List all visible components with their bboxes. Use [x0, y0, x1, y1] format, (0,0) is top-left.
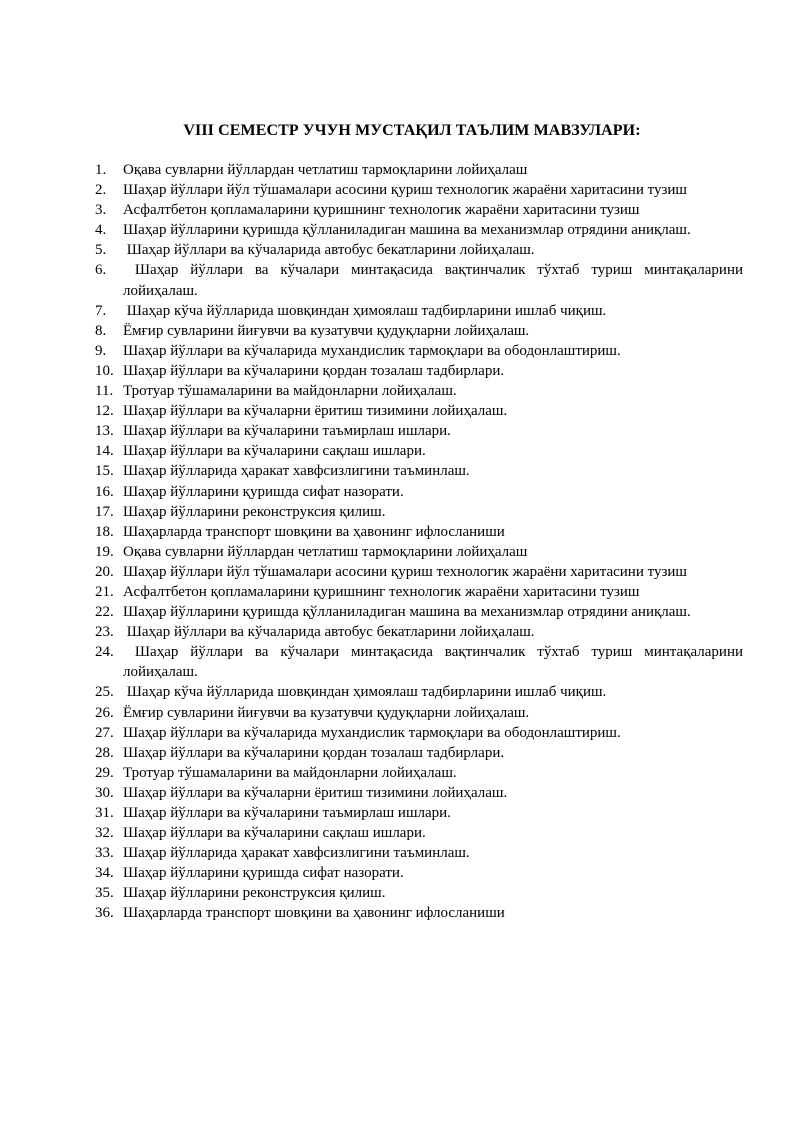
topic-item [95, 783, 743, 803]
topic-item [95, 441, 743, 461]
topic-item [95, 461, 743, 481]
topic-text: Ёмғир сувларини йиғувчи ва кузатувчи қудуқларни лойиҳалаш. [123, 704, 530, 721]
topic-item [95, 502, 743, 522]
topic-text: Шаҳар йўллари йўл тўшамалари асосини қуриш технологик жараёни харитасини тузиш [123, 563, 687, 580]
document-title: VIII СЕМЕСТР УЧУН МУСТАҚИЛ ТАЪЛИМ МАВЗУЛАРИ: [183, 122, 641, 139]
topic-item [95, 522, 743, 542]
topic-number: 15. [95, 463, 114, 480]
topic-text: Шаҳар йўлларини реконструксия қилиш. [123, 885, 386, 902]
topic-number: 23. [95, 624, 114, 641]
topic-text: Шаҳар йўллари ва кўчаларини сақлаш ишлари. [123, 825, 426, 842]
topic-number: 29. [95, 764, 114, 781]
topic-number: 9. [95, 342, 107, 359]
topic-number: 20. [95, 563, 114, 580]
topic-text: Шаҳар кўча йўлларида шовқиндан ҳимоялаш тадбирларини ишлаб чиқиш. [123, 684, 607, 701]
topic-number: 13. [95, 423, 114, 440]
topic-text: Оқава сувларни йўллардан четлатиш тармоқларини лойиҳалаш [123, 162, 528, 178]
topic-item [95, 160, 743, 180]
topic-text: Шаҳар йўлларида ҳаракат хавфсизлигини таъминлаш. [123, 463, 470, 480]
topic-text: Ёмғир сувларини йиғувчи ва кузатувчи қудуқларни лойиҳалаш. [123, 322, 530, 339]
topic-text: Шаҳар йўлларини қуришда сифат назорати. [123, 865, 404, 882]
topic-text: Шаҳар йўллари ва кўчаларни ёритиш тизимини лойиҳалаш. [123, 784, 508, 801]
topic-item [95, 482, 743, 502]
topic-item [95, 723, 743, 743]
topic-number: 24. [95, 644, 114, 661]
topic-text: Шаҳарларда транспорт шовқини ва ҳавонинг ифлосланиши [123, 905, 505, 922]
topic-number: 25. [95, 684, 114, 701]
topic-item [95, 622, 743, 642]
topic-item [95, 341, 743, 361]
topic-item [95, 220, 743, 240]
topic-text: Шаҳар йўлларини қуришда қўлланиладиган машина ва механизмлар отрядини аниқлаш. [123, 604, 691, 621]
topic-item [95, 863, 743, 883]
topic-text: Шаҳар йўлларини қуришда сифат назорати. [123, 483, 404, 500]
topic-text: Шаҳар йўллари ва кўчаларини таъмирлаш ишлари. [123, 805, 451, 821]
topic-text: Тротуар тўшамаларини ва майдонларни лойиҳалаш. [123, 764, 457, 781]
topic-text: Шаҳар йўллари ва кўчаларини қордан тозалаш тадбирлари. [123, 744, 505, 761]
topic-text: Шаҳар йўлларини реконструксия қилиш. [123, 503, 386, 520]
topic-item [95, 903, 743, 923]
topic-item [95, 703, 743, 723]
topic-number: 8. [95, 322, 107, 339]
topic-number: 31. [95, 805, 114, 821]
topic-item [95, 401, 743, 421]
topic-item [95, 361, 743, 381]
topic-item [95, 260, 747, 300]
topic-number: 7. [95, 302, 107, 319]
topic-text: Шаҳар йўллари ва кўчаларида мухандислик тармоқлари ва ободонлаштириш. [123, 342, 621, 359]
topic-text: Шаҳар йўллари ва кўчаларида мухандислик тармоқлари ва ободонлаштириш. [123, 724, 621, 741]
topic-item [95, 843, 743, 863]
topic-text: Шаҳар йўлларида ҳаракат хавфсизлигини таъминлаш. [123, 845, 470, 862]
topic-number: 14. [95, 443, 114, 460]
topic-number: 12. [95, 403, 114, 420]
topic-number: 32. [95, 825, 114, 842]
topic-item [95, 763, 743, 783]
topic-number: 2. [95, 182, 107, 199]
topic-number: 1. [95, 162, 107, 178]
topic-number: 10. [95, 362, 114, 379]
topic-item [95, 200, 743, 220]
topic-text: Шаҳар йўллари ва кўчаларини сақлаш ишлари. [123, 443, 426, 460]
topic-item [95, 421, 743, 441]
topic-item [95, 602, 743, 622]
topic-number: 28. [95, 744, 114, 761]
topic-number: 5. [95, 242, 107, 259]
topic-number: 19. [95, 543, 114, 560]
topic-item [95, 642, 747, 682]
topic-text: Шаҳар кўча йўлларида шовқиндан ҳимоялаш тадбирларини ишлаб чиқиш. [123, 302, 607, 319]
topic-number: 36. [95, 905, 114, 922]
topic-item [95, 542, 743, 562]
topic-item [95, 823, 743, 843]
topic-number: 6. [95, 262, 107, 279]
topic-number: 35. [95, 885, 114, 902]
topic-text: Шаҳар йўллари ва кўчаларини таъмирлаш ишлари. [123, 423, 451, 440]
topic-item [95, 381, 743, 401]
topic-number: 22. [95, 604, 114, 621]
topic-text: Тротуар тўшамаларини ва майдонларни лойиҳалаш. [123, 383, 457, 400]
topic-number: 17. [95, 503, 114, 520]
topic-number: 21. [95, 583, 114, 600]
topic-number: 26. [95, 704, 114, 721]
topic-number: 30. [95, 784, 114, 801]
topic-item [95, 803, 743, 823]
topic-item [95, 743, 743, 763]
topic-text: Асфалтбетон қопламаларини қуришнинг технологик жараёни харитасини тузиш [123, 202, 640, 219]
topic-item [95, 240, 743, 260]
topic-item [95, 562, 743, 582]
topic-list [95, 160, 747, 924]
topic-item [95, 682, 743, 702]
topic-text: Шаҳар йўллари ва кўчаларини қордан тозалаш тадбирлари. [123, 362, 505, 379]
topic-number: 16. [95, 483, 114, 500]
topic-number: 4. [95, 222, 107, 239]
topic-text: Шаҳар йўллари ва кўчалари минтақасида вақтинчалик тўхтаб туриш минтақаларини лойиҳалаш. [123, 262, 747, 299]
topic-item [95, 180, 743, 200]
topic-text: Шаҳар йўлларини қуришда қўлланиладиган машина ва механизмлар отрядини аниқлаш. [123, 222, 691, 239]
topic-text: Асфалтбетон қопламаларини қуришнинг технологик жараёни харитасини тузиш [123, 583, 640, 600]
topic-text: Шаҳар йўллари ва кўчаларида автобус бекатларини лойиҳалаш. [123, 624, 535, 641]
topic-number: 34. [95, 865, 114, 882]
topic-text: Шаҳар йўллари йўл тўшамалари асосини қуриш технологик жараёни харитасини тузиш [123, 182, 687, 199]
topic-number: 11. [95, 383, 114, 400]
topic-text: Шаҳар йўллари ва кўчалари минтақасида вақтинчалик тўхтаб туриш минтақаларини лойиҳалаш. [123, 644, 747, 681]
topic-number: 3. [95, 202, 107, 219]
topic-item [95, 321, 743, 341]
topic-item [95, 301, 743, 321]
topic-text: Шаҳарларда транспорт шовқини ва ҳавонинг ифлосланиши [123, 523, 505, 540]
topic-item [95, 582, 743, 602]
topic-text: Оқава сувларни йўллардан четлатиш тармоқларини лойиҳалаш [123, 543, 528, 560]
topic-number: 33. [95, 845, 114, 862]
topic-text: Шаҳар йўллари ва кўчаларида автобус бекатларини лойиҳалаш. [123, 242, 535, 259]
topic-item [95, 883, 743, 903]
topic-number: 27. [95, 724, 114, 741]
topic-text: Шаҳар йўллари ва кўчаларни ёритиш тизимини лойиҳалаш. [123, 403, 508, 420]
topic-number: 18. [95, 523, 114, 540]
